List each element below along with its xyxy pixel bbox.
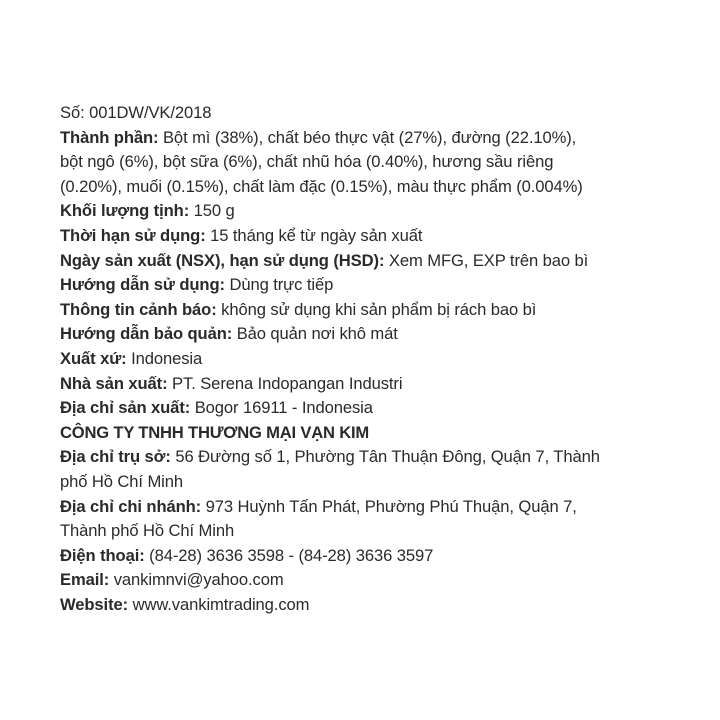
branch-key: Địa chỉ chi nhánh: [60, 496, 202, 516]
mfg-date-key: Ngày sản xuất (NSX) [60, 250, 221, 270]
warning-row [60, 298, 700, 323]
dates-colon: : [378, 250, 385, 270]
net-weight-key: Khối lượng tịnh: [60, 201, 190, 221]
shelf-life-key: Thời hạn sử dụng: [60, 225, 206, 245]
ingredients-key: Thành phần: [60, 127, 159, 147]
website-row [60, 593, 700, 618]
website-value: www.vankimtrading.com [132, 594, 310, 614]
dates-value: Xem MFG, EXP trên bao bì [388, 250, 589, 270]
phone-key: Điện thoại: [60, 545, 145, 565]
website-key: Website: [60, 594, 129, 614]
mfg-address-value: Bogor 16911 - Indonesia [194, 398, 373, 418]
dates-row [60, 249, 700, 274]
shelf-life-value: 15 tháng kể từ ngày sản xuất [210, 225, 423, 245]
storage-key: Hướng dẫn bảo quản: [60, 324, 233, 344]
phone-value: (84-28) 3636 3598 - (84-28) 3636 3597 [149, 545, 434, 565]
document-number: Số: 001DW/VK/2018 [60, 103, 212, 122]
head-office-line-2: phố Hồ Chí Minh [60, 471, 184, 491]
head-office-text-1: 56 Đường số 1, Phường Tân Thuận Đông, Quận 7, Thành [175, 447, 600, 467]
product-label [60, 101, 700, 617]
manufacturer-key: Nhà sản xuất: [60, 373, 168, 393]
warning-key: Thông tin cảnh báo: [60, 299, 217, 319]
phone-row [60, 544, 700, 569]
email-value: vankimnvi@yahoo.com [113, 570, 284, 590]
exp-date-key: hạn sử dụng (HSD) [229, 250, 379, 270]
ingredients-text-1: Bột mì (38%), chất béo thực vật (27%), đường (22.10%), [162, 127, 577, 147]
dates-separator: , [220, 250, 230, 270]
origin-value: Indonesia [131, 348, 203, 368]
ingredients-line-1 [60, 126, 700, 151]
manufacturer-row [60, 372, 700, 397]
ingredients-line-2: bột ngô (6%), bột sữa (6%), chất nhũ hóa (0.40%), hương sầu riêng [60, 152, 554, 172]
warning-value: không sử dụng khi sản phẩm bị rách bao bì [221, 299, 537, 319]
ingredients-line-3: (0.20%), muối (0.15%), chất làm đặc (0.15%), màu thực phẩm (0.004%) [60, 176, 583, 196]
head-office-line-1 [60, 445, 700, 470]
usage-value: Dùng trực tiếp [229, 275, 334, 295]
origin-key: Xuất xứ: [60, 348, 127, 368]
net-weight-row [60, 199, 700, 224]
usage-row [60, 273, 700, 298]
company-name: CÔNG TY TNHH THƯƠNG MẠI VẠN KIM [60, 422, 370, 442]
mfg-address-key: Địa chỉ sản xuất: [60, 398, 191, 418]
head-office-key: Địa chỉ trụ sở: [60, 447, 171, 467]
manufacturer-value: PT. Serena Indopangan Industri [172, 373, 403, 393]
branch-line-2: Thành phố Hồ Chí Minh [60, 521, 235, 541]
mfg-address-row [60, 396, 700, 421]
branch-text-1: 973 Huỳnh Tấn Phát, Phường Phú Thuận, Quận 7, [205, 496, 577, 516]
shelf-life-row [60, 224, 700, 249]
origin-row [60, 347, 700, 372]
storage-row [60, 322, 700, 347]
usage-key: Hướng dẫn sử dụng: [60, 275, 225, 295]
storage-value: Bảo quản nơi khô mát [236, 324, 398, 344]
net-weight-value: 150 g [193, 201, 235, 221]
email-row [60, 568, 700, 593]
email-key: Email: [60, 570, 110, 590]
branch-line-1 [60, 495, 700, 520]
